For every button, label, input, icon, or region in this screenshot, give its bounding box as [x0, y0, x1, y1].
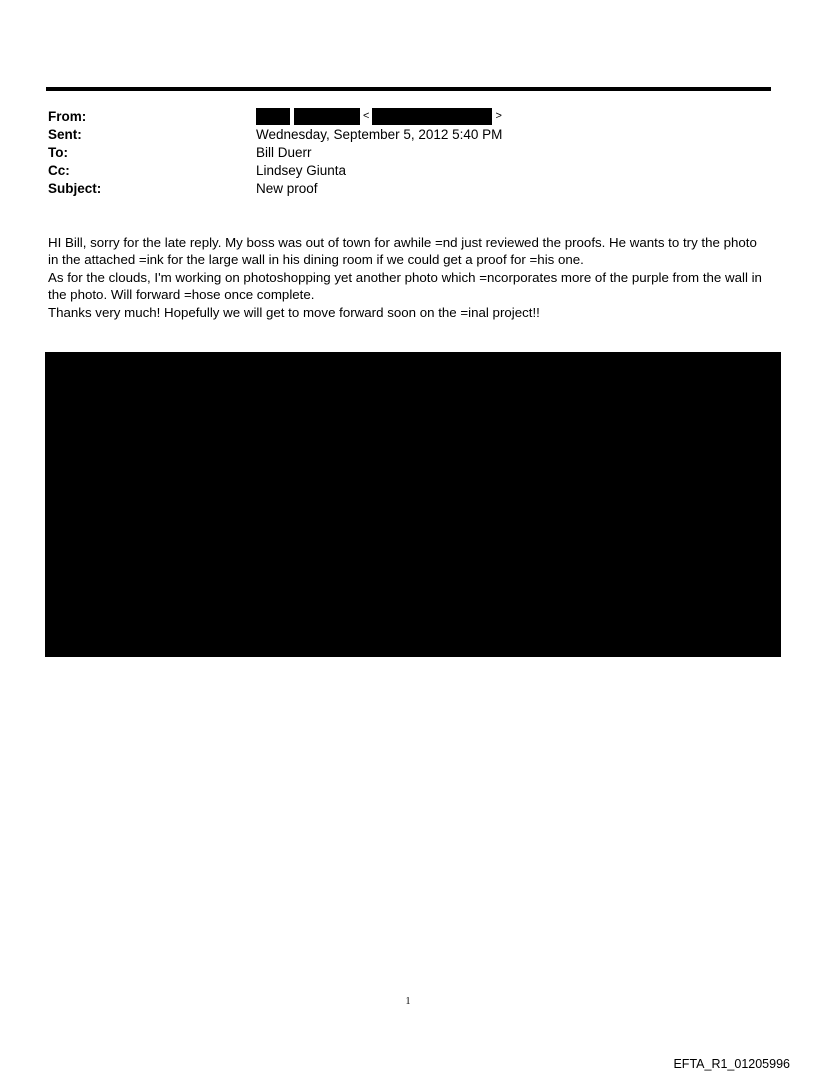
sent-row	[48, 125, 748, 143]
redacted-sender-first	[256, 108, 290, 125]
subject-row	[48, 179, 748, 197]
email-header	[48, 107, 748, 197]
cc-label: Cc:	[48, 162, 70, 178]
sent-value: Wednesday, September 5, 2012 5:40 PM	[256, 126, 503, 142]
to-row	[48, 143, 748, 161]
from-row	[48, 107, 748, 125]
redacted-sender-email	[372, 108, 492, 125]
sent-label: Sent:	[48, 126, 82, 142]
from-value	[256, 108, 505, 125]
body-paragraph: Thanks very much! Hopefully we will get to move forward soon on the =inal project!!	[48, 304, 540, 320]
subject-label: Subject:	[48, 180, 102, 196]
email-body	[48, 234, 768, 321]
subject-value: New proof	[256, 180, 318, 196]
redacted-image-block	[45, 352, 781, 657]
body-paragraph: HI Bill, sorry for the late reply. My boss was out of town for awhile =nd just reviewed the proofs. He wants to try the photo in the attached =ink for the large wall in his dining room if we could get a proof for =his one.	[48, 235, 757, 268]
to-label: To:	[48, 144, 68, 160]
body-paragraph: As for the clouds, I'm working on photoshopping yet another photo which =ncorporates more of the purple from the wall in the photo. Will forward =hose once complete.	[48, 269, 762, 303]
page-number: 1	[405, 996, 411, 1007]
from-label: From:	[48, 108, 87, 124]
cc-row	[48, 161, 748, 179]
cc-value: Lindsey Giunta	[256, 162, 347, 178]
from-gt: >	[495, 110, 502, 122]
bates-number: EFTA_R1_01205996	[673, 1057, 790, 1071]
header-rule	[46, 87, 771, 91]
from-lt: <	[363, 110, 370, 122]
redacted-sender-last	[294, 108, 360, 125]
to-value: Bill Duerr	[256, 144, 312, 160]
